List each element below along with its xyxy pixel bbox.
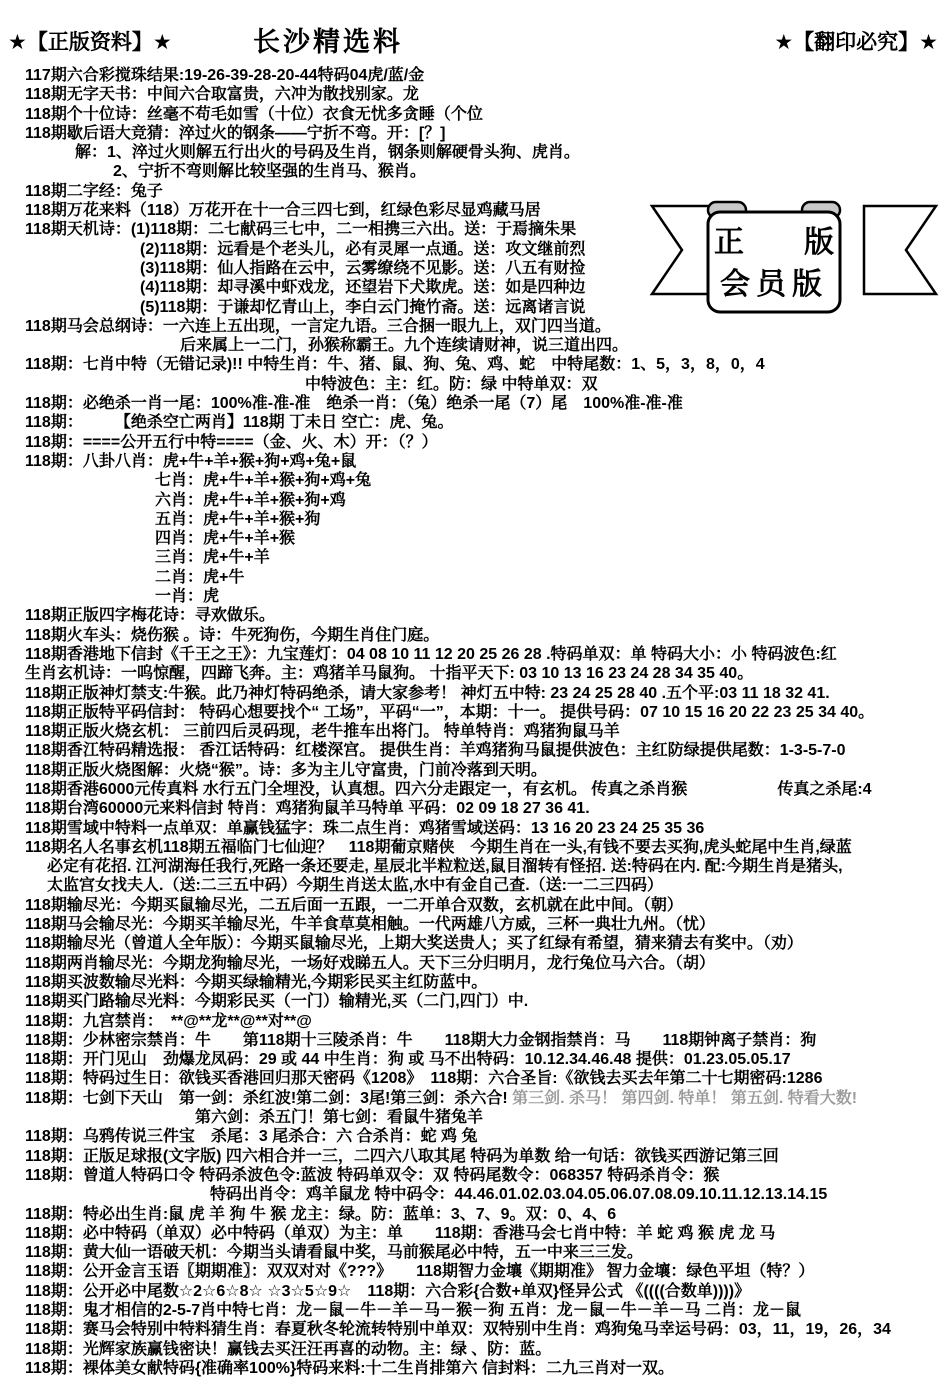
text-line: 三肖：虎+牛+羊 <box>155 549 270 567</box>
text-line: 118期：八卦八肖：虎+牛+羊+猴+狗+鸡+兔+鼠 <box>25 452 357 470</box>
text-line: (5)118期：于谦却忆青山上，李白云门掩竹斋。送：远离诸言说 <box>140 298 586 316</box>
text-line: (2)118期：远看是个老头儿，必有灵犀一点通。送：攻文继前烈 <box>140 240 586 258</box>
text-line: 118期：裸体美女献特码{准确率100%}特码来料:十二生肖排第六 信封料：二九三肖对一双。 <box>25 1359 674 1377</box>
text-line: 118期：七剑下天山 第一剑：杀红波!第二剑：3尾!第三剑：杀六合! 第三剑. 杀马！ 第四剑. 特单！ 第五剑. 特看大数! <box>25 1089 858 1107</box>
text-line: 118期马会总纲诗：一六连上五出现，一言定九语。三合捆一眼九上，双门四当道。 <box>25 317 611 335</box>
text-line: 118期：乌鸦传说三件宝 杀尾：3 尾杀合：六 合杀肖：蛇 鸡 兔 <box>25 1128 478 1146</box>
text-line: 118期：黄大仙一语破天机：今期当头请看鼠中奖，马前猴尾必中特，五一中来三三发。 <box>25 1244 643 1262</box>
text-line: 118期歇后语大竞猜：淬过火的钢条——宁折不弯。开：[？] <box>25 124 446 142</box>
text-line: 118期：鬼才相信的2-5-7肖中特七肖：龙－鼠－牛－羊－马－猴－狗 五肖：龙－鼠－牛－羊－马 二肖：龙－鼠 <box>25 1302 802 1319</box>
text-line: 118期雪域中特料一点单双：单赢钱猛字：珠二点生肖：鸡猪雪域送码：13 16 20 23 24 25 35 36 <box>25 819 705 837</box>
text-line: 必定有花招. 江河湖海任我行,死路一条还要走, 星辰北半粒粒送,鼠目溜转有怪招. 送:特码在内. 配:今期生肖是猪头, <box>47 858 843 876</box>
text-line: 生肖玄机诗：一呜惊醒，四蹄飞奔。主：鸡猪羊马鼠狗。 十指平天下: 03 10 13 16 23 24 28 34 35 40。 <box>25 665 754 683</box>
text-line: 第六剑：杀五门！第七剑：看鼠牛猪兔羊 <box>195 1109 484 1127</box>
text-line: (4)118期：却寻溪中虾戏龙，还望岩下犬欺虎。送：如是四种边 <box>140 279 586 297</box>
text-line: 特码出肖令：鸡羊鼠龙 特中码令：44.46.01.02.03.04.05.06.07.08.09.10.11.12.13.14.15 <box>210 1186 828 1204</box>
text-line: 118期：公开金言玉语〖期期准〗：双双对对《???》 118期智力金壤《期期准》 智力金壤：绿色平坦（特？） <box>25 1263 815 1281</box>
page-header <box>0 0 946 58</box>
text-line: 118期万花来料（118）万花开在十一合三四七到，红绿色彩尽显鸡藏马居 <box>25 202 541 220</box>
text-line: 118期香港6000元传真料 水行五门全埋没，认真想。四六分走跟定一，有玄机。 传真之杀肖猴 传真之杀尾:4 <box>25 780 872 798</box>
text-line: 118期台湾60000元来料信封 特肖：鸡猪狗鼠羊马特单 平码：02 09 18 27 36 41. <box>25 800 590 818</box>
text-line: 118期火车头：烧伤猴 。诗：牛死狗伤，今期生肖住门庭。 <box>25 626 440 644</box>
text-line: 118期无字天书：中间六合取富贵，六冲为散找别家。龙 <box>25 86 419 104</box>
text-line: (3)118期：仙人指路在云中，云雾缭绕不见影。送：八五有财捡 <box>140 259 586 277</box>
text-line: 中特波色：主：红。防：绿 中特单双：双 <box>305 375 598 393</box>
text-line: 118期正版神灯禁支:牛猴。此乃神灯特码绝杀，请大家参考！ 神灯五中特: 23 24 25 28 40 .五个平:03 11 18 32 41. <box>25 684 830 702</box>
page-title: 长沙精选料 <box>253 27 403 57</box>
text-line: 118期买门路输尽光料：今期彩民买（一门）输精光,买（二门,四门）中. <box>25 993 529 1011</box>
text-line: 118期： 【绝杀空亡两肖】118期 丁未日 空亡：虎、兔。 <box>25 414 454 432</box>
text-line: 118期马会输尽光：今期买羊输尽光，牛羊食草莫相触。一代两雄八方威，三杯一典壮九州。（忧） <box>25 916 715 934</box>
text-line: 七肖：虎+牛+羊+猴+狗+鸡+兔 <box>155 472 372 490</box>
text-line: 太监宫女找夫人.（送:二三五中码）今期生肖送太监,水中有金自己查.（送:一二三四码） <box>47 877 663 895</box>
text-line: 118期香港地下信封《千王之王》：九宝莲灯：04 08 10 11 12 20 25 26 28 .特码单双：单 特码大小：小 特码波色:红 <box>25 645 837 663</box>
text-line: 五肖：虎+牛+羊+猴+狗 <box>155 510 321 528</box>
text-line: 118期：赛马会特别中特料猜生肖：春夏秋冬轮流转特别中单双：双特别中生肖：鸡狗兔马幸运号码：03，11，19，26，34 <box>25 1321 891 1339</box>
text-line: 118期输尽光（曾道人全年版）：今期买鼠输尽光，上期大奖送贵人；买了红绿有希望，猜来猜去有奖中。（劝） <box>25 935 803 953</box>
ribbon-banner <box>644 190 944 332</box>
text-line: 118期：少林密宗禁肖：牛 第118期十三陵杀肖：牛 118期大力金钢指禁肖：马 118期钟离子禁肖：狗 <box>25 1031 817 1049</box>
text-line: 四肖：虎+牛+羊+猴 <box>155 530 296 548</box>
text-line: 118期：必绝杀一肖一尾：100%准-准-准 绝杀一肖：（兔）绝杀一尾（7）尾 100%准-准-准 <box>25 395 683 413</box>
text-line: 118期：光辉家族赢钱密诀！赢钱去买汪汪再喜的动物。主：绿 、防：蓝。 <box>25 1340 552 1358</box>
text-line: 解：1、淬过火则解五行出火的号码及生肖，钢条则解硬骨头狗、虎肖。 <box>75 144 580 162</box>
text-line: 118期：开门见山 劲爆龙凤码：29 或 44 中生肖：狗 或 马不出特码：10.12.34.46.48 提供：01.23.05.05.17 <box>25 1051 791 1069</box>
text-line: 118期两肖输尽光：今期龙狗输尽光，一场好戏睇五人。天下三分归明月，龙行兔位马六合。（胡） <box>25 954 715 972</box>
text-line: 118期：特必出生肖:鼠 虎 羊 狗 牛 猴 龙主：绿。防：蓝单：3、7、9。双：0、4、6 <box>25 1205 617 1223</box>
text-line: 118期正版特平码信封： 特码心想要找个“ 工场”，平码“一”，本期：十一。 提供号码：07 10 15 16 20 22 23 25 34 40。 <box>25 703 875 721</box>
text-line: 后来属上一二门，孙猴称霸王。九个连续请财神，说三道出四。 <box>180 337 629 355</box>
text-line: 118期买波数输尽光料：今期买绿输精光,今期彩民买主红防蓝中。 <box>25 973 488 991</box>
text-line: 二肖：虎+牛 <box>155 568 245 586</box>
text-line: 118期名人名事玄机118期五福临门七仙迎？ 118期葡京赌侠 今期生肖在一头,有钱不要去买狗,虎头蛇尾中生肖,绿蓝 <box>25 838 852 856</box>
text-line: 118期：公开必中尾数☆2☆6☆8☆ ☆3☆5☆9☆ 118期：六合彩{合数+单双}怪异公式 《((((合数单))))》 <box>25 1282 751 1300</box>
right-badge: ★【翻印必究】★ <box>774 31 938 54</box>
ribbon-icon <box>644 190 944 332</box>
text-line: 118期正版火烧玄机： 三前四后灵码现，老牛推车出将门。 特单特肖：鸡猪狗鼠马羊 <box>25 723 620 741</box>
text-line: 118期：七肖中特（无错记录)!! 中特生肖：牛、猪、鼠、狗、兔、鸡、蛇 中特尾数：1、5，3，8，0，4 <box>25 356 765 374</box>
text-line: 118期：必中特码（单双）必中特码（单双）为主：单 118期：香港马会七肖中特：羊 蛇 鸡 猴 虎 龙 马 <box>25 1224 776 1242</box>
text-line: 118期：曾道人特码口令 特码杀波色令:蓝波 特码单双令：双 特码尾数令：068357 特码杀肖令：猴 <box>25 1166 720 1184</box>
text-line: 118期：九宫禁肖： **@**龙**@**对**@ <box>25 1012 312 1030</box>
text-line: 2、宁折不弯则解比较坚强的生肖马、猴肖。 <box>113 163 426 181</box>
text-line: 118期正版四字梅花诗：寻欢做乐。 <box>25 607 275 625</box>
text-line: 118期二字经：兔子 <box>25 182 163 200</box>
text-line: 118期个十位诗：丝毫不苟毛如雪（十位）衣食无忧多贪睡（个位 <box>25 105 483 123</box>
banner-bottom-text: 会员版 <box>720 267 828 302</box>
text-line: 118期正版火烧图解：火烧“猴”。诗：多为主儿守富贵，门前冷落到天明。 <box>25 761 547 779</box>
text-line: 六肖：虎+牛+羊+猴+狗+鸡 <box>155 491 346 509</box>
text-line: 118期天机诗：(1)118期：二七献码三七中，二一相携三六出。送：于焉摘朱果 <box>25 221 577 239</box>
text-line: 118期：特码过生日：欲钱买香港回归那天密码《1208》 118期：六合圣旨:《欲钱去买去年第二十七期密码:1286 <box>25 1070 823 1088</box>
left-badge: ★【正版资料】★ <box>8 31 172 54</box>
text-line: 118期输尽光：今期买鼠输尽光，二五后面一五跟，一二开单合双数，玄机就在此中间。（朝） <box>25 896 683 914</box>
banner-top-text: 正 版 <box>714 225 834 260</box>
text-line: 117期六合彩搅珠结果:19-26-39-28-20-44特码04虎/蓝/金 <box>25 67 425 84</box>
text-line: 118期香江特码精选报： 香江话特码：红楼深宫。 提供生肖：羊鸡猪狗马鼠提供波色：主红防绿提供尾数：1-3-5-7-0 <box>25 742 846 760</box>
text-line: 118期：正版足球报(文字版) 四六相合并一三，二四六八取其尾 特码为单数 给一句话：欲钱买西游记第三回 <box>25 1147 779 1165</box>
text-line: 一肖：虎 <box>155 588 220 606</box>
text-line: 118期：====公开五行中特====（金、火、木）开：（？） <box>25 433 438 451</box>
